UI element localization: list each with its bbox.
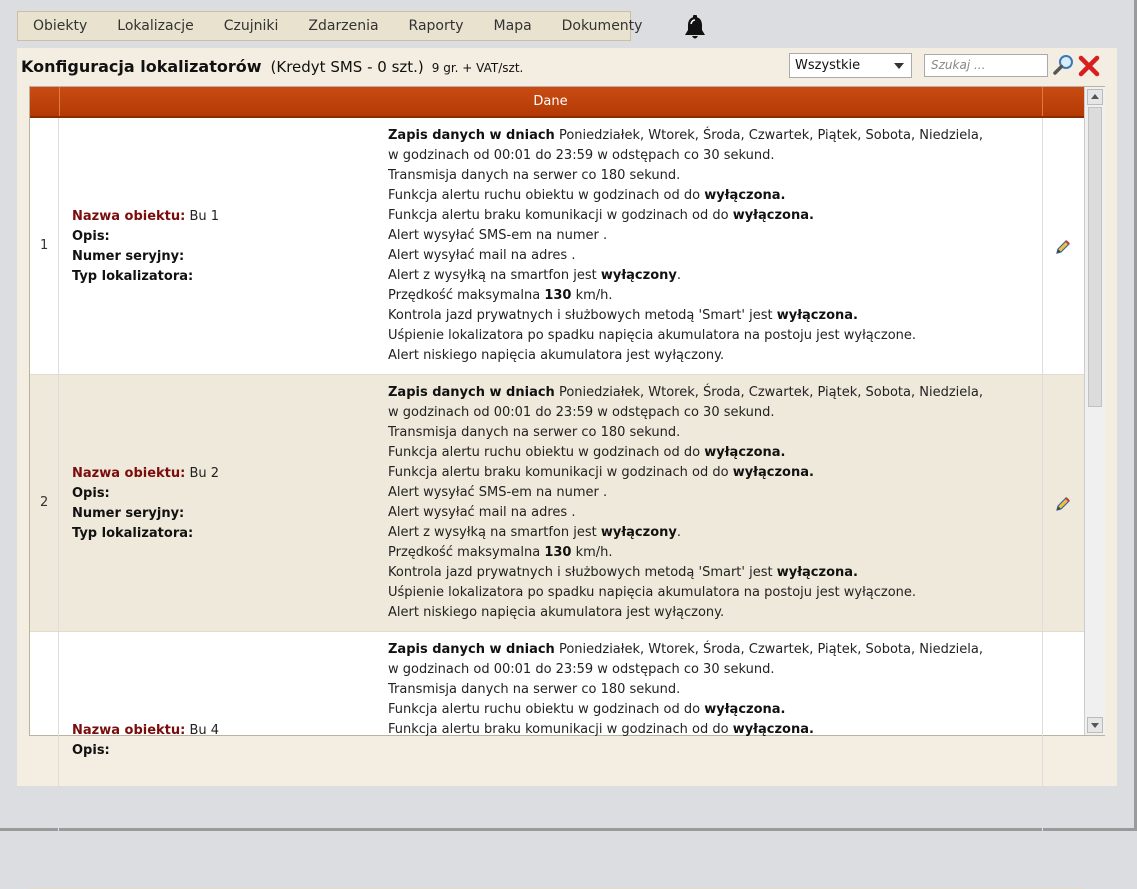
label-description: Opis:	[72, 229, 110, 244]
row-number-cell	[30, 118, 59, 374]
config-details	[388, 126, 983, 366]
pencil-icon[interactable]	[1054, 495, 1072, 513]
label-object-name: Nazwa obiektu:	[72, 466, 186, 481]
menu-item-lokalizacje[interactable]: Lokalizacje	[117, 18, 194, 34]
row-number: 2	[40, 495, 49, 510]
detail-line: Kontrola jazd prywatnych i służbowych metodą 'Smart' jest	[388, 308, 777, 323]
detail-line: Kontrola jazd prywatnych i służbowych metodą 'Smart' jest	[388, 565, 777, 580]
detail-line: Przędkość maksymalna	[388, 288, 545, 303]
detail-line: wyłączony	[600, 525, 677, 540]
header-number-cell	[30, 87, 60, 116]
row-actions-cell	[1042, 632, 1084, 888]
label-locator-type: Typ lokalizatora:	[72, 526, 194, 541]
menu-item-zdarzenia[interactable]: Zdarzenia	[308, 18, 379, 34]
object-info	[72, 721, 219, 761]
header-actions-cell	[1042, 87, 1085, 116]
table-header	[30, 87, 1084, 118]
header-dane[interactable]: Dane	[533, 94, 568, 109]
table-row	[30, 632, 1084, 889]
detail-line: wyłączona.	[704, 702, 786, 717]
detail-line: 130	[544, 545, 572, 560]
menu-item-mapa[interactable]: Mapa	[493, 18, 532, 34]
label-description: Opis:	[72, 743, 110, 758]
chevron-down-icon	[894, 63, 904, 69]
row-number: 1	[40, 238, 49, 253]
main-menu	[17, 11, 643, 41]
menu-item-obiekty[interactable]: Obiekty	[33, 18, 88, 34]
detail-line: w godzinach od 00:01 do 23:59 w odstępach co 30 sekund.	[388, 662, 775, 677]
bell-icon[interactable]	[682, 14, 708, 42]
detail-line: Poniedziałek, Wtorek, Środa, Czwartek, Piątek, Sobota, Niedziela,	[554, 128, 983, 143]
detail-line: Alert niskiego napięcia akumulatora jest wyłączony.	[388, 605, 725, 620]
detail-line: wyłączona.	[732, 722, 814, 737]
detail-line: Transmisja danych na serwer co 180 sekund.	[388, 168, 681, 183]
object-name: Bu 2	[189, 466, 220, 481]
object-name: Bu 1	[189, 209, 220, 224]
sms-credit: (Kredyt SMS - 0 szt.)	[270, 58, 424, 76]
config-details	[388, 640, 983, 740]
detail-line: Zapis danych w dniach	[388, 385, 555, 400]
detail-line: wyłączona.	[732, 208, 814, 223]
arrow-up-icon	[1091, 94, 1099, 99]
label-object-name: Nazwa obiektu:	[72, 209, 186, 224]
table-row	[30, 118, 1084, 375]
search-input[interactable]: Szukaj ...	[924, 54, 1048, 77]
detail-line: Przędkość maksymalna	[388, 545, 545, 560]
page-title: Konfiguracja lokalizatorów	[21, 57, 262, 76]
detail-line: Alert z wysyłką na smartfon jest	[388, 268, 601, 283]
detail-line: wyłączony	[600, 268, 677, 283]
object-info	[72, 207, 219, 287]
config-details	[388, 383, 983, 623]
detail-line: wyłączona.	[732, 465, 814, 480]
detail-line: Poniedziałek, Wtorek, Środa, Czwartek, Piątek, Sobota, Niedziela,	[554, 385, 983, 400]
detail-line: Funkcja alertu braku komunikacji w godzinach od do	[388, 465, 733, 480]
detail-line: Transmisja danych na serwer co 180 sekund.	[388, 425, 681, 440]
detail-line: 130	[544, 288, 572, 303]
detail-line: Poniedziałek, Wtorek, Środa, Czwartek, Piątek, Sobota, Niedziela,	[554, 642, 983, 657]
detail-line: wyłączona.	[776, 565, 858, 580]
detail-line: Zapis danych w dniach	[388, 642, 555, 657]
detail-line: wyłączona.	[704, 445, 786, 460]
label-serial: Numer seryjny:	[72, 506, 185, 521]
label-serial: Numer seryjny:	[72, 249, 185, 264]
detail-line: Funkcja alertu ruchu obiektu w godzinach od do	[388, 188, 705, 203]
scroll-down-button[interactable]	[1087, 717, 1103, 733]
detail-line: Alert niskiego napięcia akumulatora jest wyłączony.	[388, 348, 725, 363]
detail-line: Zapis danych w dniach	[388, 128, 555, 143]
main-panel	[17, 48, 1117, 786]
filter-select[interactable]	[789, 53, 912, 78]
object-name: Bu 4	[189, 723, 220, 738]
label-object-name: Nazwa obiektu:	[72, 723, 186, 738]
row-actions-cell	[1042, 118, 1084, 374]
detail-line: Alert wysyłać SMS-em na numer .	[388, 228, 608, 243]
detail-line: Alert wysyłać mail na adres .	[388, 248, 576, 263]
search-icon[interactable]	[1053, 54, 1075, 76]
detail-line: Alert z wysyłką na smartfon jest	[388, 525, 601, 540]
menu-item-czujniki[interactable]: Czujniki	[223, 18, 279, 34]
label-description: Opis:	[72, 486, 110, 501]
row-number-cell	[30, 375, 59, 631]
detail-line: Alert wysyłać mail na adres .	[388, 505, 576, 520]
table-row	[30, 375, 1084, 632]
filter-select-value: Wszystkie	[795, 58, 861, 73]
locators-table	[29, 86, 1105, 758]
detail-line: km/h.	[571, 545, 613, 560]
sms-price: 9 gr. + VAT/szt.	[431, 61, 524, 75]
scroll-thumb[interactable]	[1088, 107, 1102, 407]
detail-line: Alert wysyłać SMS-em na numer .	[388, 485, 608, 500]
menu-item-dokumenty[interactable]: Dokumenty	[561, 18, 643, 34]
row-number-cell	[30, 632, 59, 888]
detail-line: Uśpienie lokalizatora po spadku napięcia akumulatora na postoju jest wyłączone.	[388, 328, 917, 343]
scroll-up-button[interactable]	[1087, 89, 1103, 105]
object-info	[72, 464, 219, 544]
page-title-row	[21, 57, 523, 76]
close-icon[interactable]	[1077, 54, 1101, 78]
detail-line: .	[676, 525, 681, 540]
detail-line: Funkcja alertu braku komunikacji w godzinach od do	[388, 208, 733, 223]
row-actions-cell	[1042, 375, 1084, 631]
detail-line: Funkcja alertu ruchu obiektu w godzinach od do	[388, 445, 705, 460]
detail-line: Uśpienie lokalizatora po spadku napięcia akumulatora na postoju jest wyłączone.	[388, 585, 917, 600]
detail-line: wyłączona.	[776, 308, 858, 323]
detail-line: .	[676, 268, 681, 283]
detail-line: Funkcja alertu ruchu obiektu w godzinach od do	[388, 702, 705, 717]
vertical-scrollbar[interactable]	[1084, 87, 1105, 735]
label-locator-type: Typ lokalizatora:	[72, 269, 194, 284]
detail-line: w godzinach od 00:01 do 23:59 w odstępach co 30 sekund.	[388, 405, 775, 420]
menu-item-raporty[interactable]: Raporty	[408, 18, 464, 34]
detail-line: wyłączona.	[704, 188, 786, 203]
detail-line: w godzinach od 00:01 do 23:59 w odstępach co 30 sekund.	[388, 148, 775, 163]
detail-line: Funkcja alertu braku komunikacji w godzinach od do	[388, 722, 733, 737]
arrow-down-icon	[1091, 723, 1099, 728]
detail-line: km/h.	[571, 288, 613, 303]
pencil-icon[interactable]	[1054, 238, 1072, 256]
detail-line: Transmisja danych na serwer co 180 sekund.	[388, 682, 681, 697]
